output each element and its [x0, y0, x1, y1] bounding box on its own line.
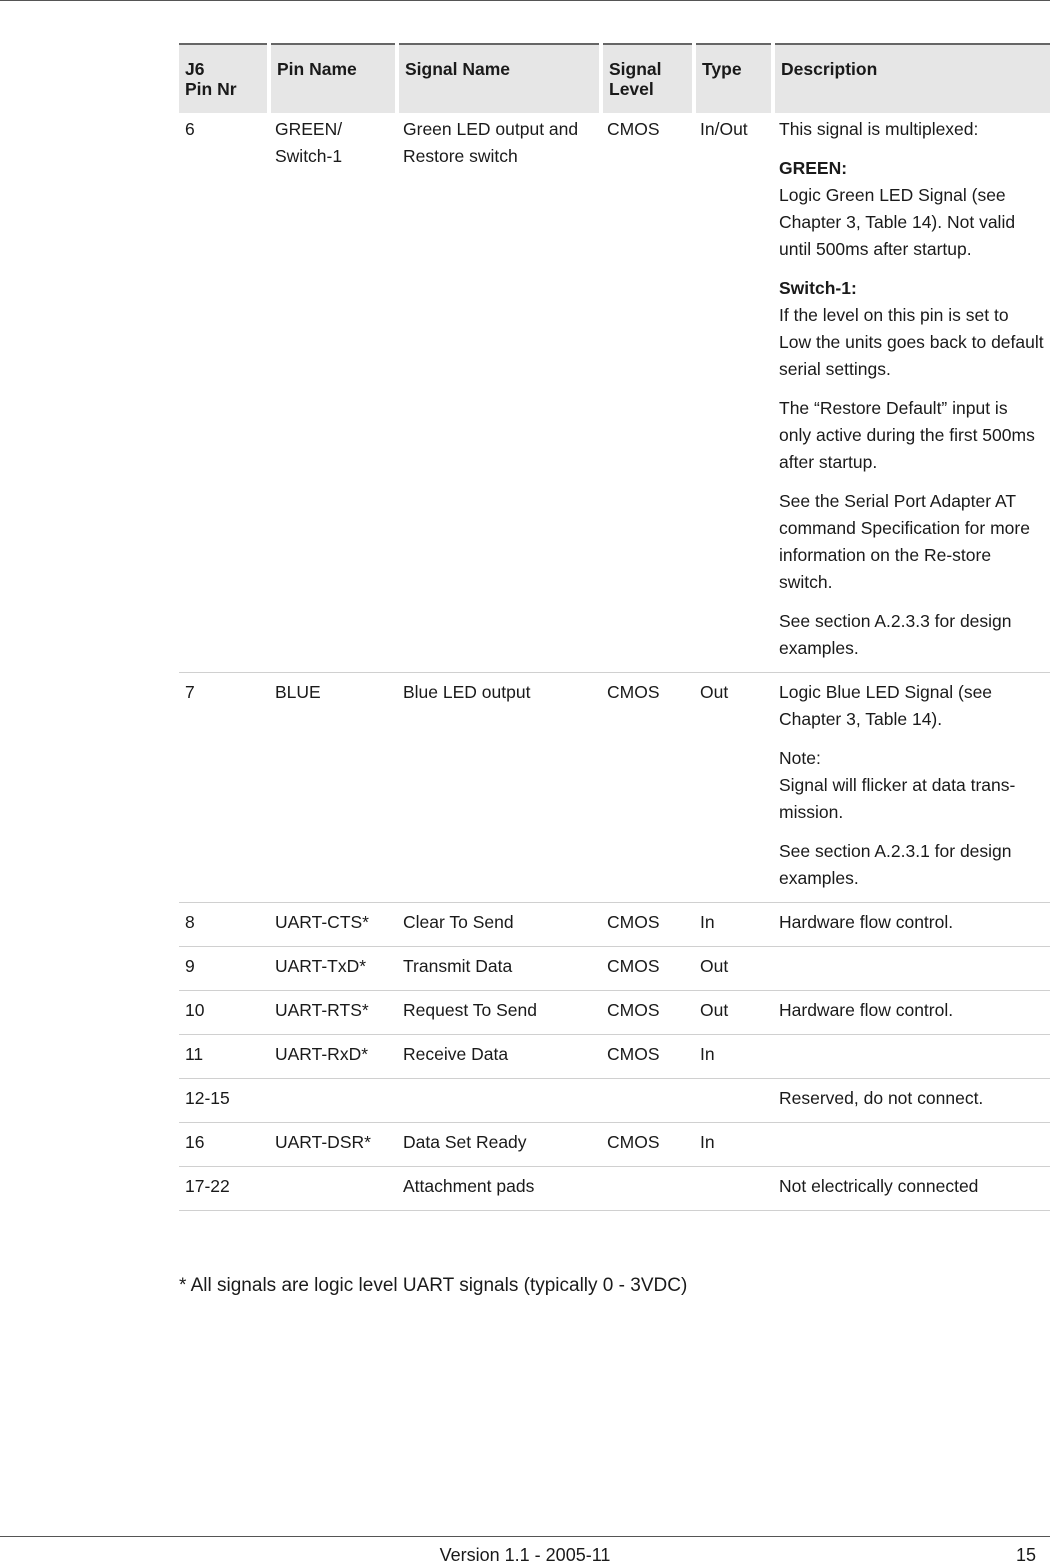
description [773, 1035, 1050, 1079]
signal-name: Request To Send [397, 991, 601, 1035]
pin-name: UART-CTS* [269, 903, 397, 947]
pin-number: 12-15 [179, 1079, 269, 1123]
pin-name [269, 1167, 397, 1211]
description-paragraph: Logic Blue LED Signal (see Chapter 3, Table 14). [779, 682, 993, 729]
header-pin-name: Pin Name [269, 44, 397, 113]
pin-name-line: GREEN/ [275, 119, 343, 139]
signal-level [601, 1167, 694, 1211]
signal-type: Out [694, 991, 773, 1035]
pin-name: UART-RTS* [269, 991, 397, 1035]
pin-name: UART-DSR* [269, 1123, 397, 1167]
page-number: 15 [1015, 1545, 1036, 1565]
table-row [179, 1079, 1050, 1123]
description [773, 113, 1050, 673]
pin-number: 17-22 [179, 1167, 269, 1211]
signal-type: In [694, 1035, 773, 1079]
header-signal-level-line1: Signal [609, 59, 662, 79]
signal-type: In [694, 1123, 773, 1167]
pin-number: 10 [179, 991, 269, 1035]
pin-number: 16 [179, 1123, 269, 1167]
description-heading: GREEN: [779, 158, 848, 178]
header-pin-nr [179, 44, 269, 113]
description [773, 673, 1050, 903]
description-paragraph [779, 275, 1044, 383]
header-signal-name: Signal Name [397, 44, 601, 113]
footer-rule [0, 1536, 1050, 1537]
table-row [179, 1035, 1050, 1079]
header-signal-level [601, 44, 694, 113]
table-row [179, 903, 1050, 947]
signal-name-line: Restore switch [403, 146, 518, 166]
footer-version: Version 1.1 - 2005-11 [439, 1545, 611, 1565]
pin-number: 8 [179, 903, 269, 947]
pin-number: 9 [179, 947, 269, 991]
signal-name: Transmit Data [397, 947, 601, 991]
table-row [179, 1123, 1050, 1167]
pin-name: UART-RxD* [269, 1035, 397, 1079]
signal-type: Out [694, 947, 773, 991]
description-heading: Note: [779, 748, 821, 768]
signal-type: In/Out [700, 119, 748, 139]
pin-name: BLUE [269, 673, 397, 903]
pin-name [269, 113, 397, 673]
top-rule [0, 0, 1050, 1]
description-paragraph: See section A.2.3.3 for design examples. [779, 611, 1012, 658]
description: Not electrically connected [773, 1167, 1050, 1211]
pin-number: 11 [179, 1035, 269, 1079]
signal-level: CMOS [601, 903, 694, 947]
signal-level: CMOS [601, 673, 694, 903]
description-paragraph [779, 745, 1044, 826]
signal-name [397, 1079, 601, 1123]
description: Hardware flow control. [773, 991, 1050, 1035]
description-text: Signal will flicker at data trans-mission. [779, 775, 1016, 822]
description-text: Logic Green LED Signal (see Chapter 3, Table 14). Not valid until 500ms after startup. [779, 185, 1016, 259]
header-description: Description [773, 44, 1050, 113]
pin-name: UART-TxD* [269, 947, 397, 991]
pin-name-line: Switch-1 [275, 146, 343, 166]
header-signal-level-line2: Level [609, 79, 654, 99]
signal-level: CMOS [601, 1035, 694, 1079]
description-paragraph: See the Serial Port Adapter AT command Specification for more information on the Re-store switch. [779, 491, 1030, 592]
signal-level: CMOS [601, 991, 694, 1035]
signal-type [694, 1079, 773, 1123]
signal-level: CMOS [601, 947, 694, 991]
description-paragraph: This signal is multiplexed: [779, 119, 979, 139]
header-type: Type [694, 44, 773, 113]
description [773, 947, 1050, 991]
pin-number: 7 [179, 673, 269, 903]
table-row [179, 673, 1050, 903]
signal-level [601, 1079, 694, 1123]
signal-type: Out [694, 673, 773, 903]
signal-name: Clear To Send [397, 903, 601, 947]
pin-number: 6 [185, 119, 195, 139]
description-paragraph: The “Restore Default” input is only active during the first 500ms after startup. [779, 398, 1035, 472]
description-text: If the level on this pin is set to Low the units goes back to default serial settings. [779, 305, 1044, 379]
pin-assignment-table [179, 43, 1050, 1211]
signal-name: Blue LED output [397, 673, 601, 903]
table-row [179, 1167, 1050, 1211]
table-footnote: * All signals are logic level UART signals (typically 0 - 3VDC) [179, 1275, 688, 1296]
table-row [179, 113, 1050, 673]
pin-name [269, 1079, 397, 1123]
description: Reserved, do not connect. [773, 1079, 1050, 1123]
description-heading: Switch-1: [779, 278, 857, 298]
signal-name: Receive Data [397, 1035, 601, 1079]
table-row [179, 991, 1050, 1035]
signal-name-line: Green LED output and [403, 119, 579, 139]
signal-type [694, 1167, 773, 1211]
table-row [179, 947, 1050, 991]
description-paragraph [779, 155, 1044, 263]
signal-name: Attachment pads [397, 1167, 601, 1211]
signal-level: CMOS [601, 1123, 694, 1167]
header-pin-nr-line1: J6 [185, 59, 205, 79]
signal-type: In [694, 903, 773, 947]
header-pin-nr-line2: Pin Nr [185, 79, 237, 99]
signal-name [397, 113, 601, 673]
description: Hardware flow control. [773, 903, 1050, 947]
table-header-row [179, 44, 1050, 113]
description-paragraph: See section A.2.3.1 for design examples. [779, 841, 1012, 888]
description [773, 1123, 1050, 1167]
signal-name: Data Set Ready [397, 1123, 601, 1167]
signal-level: CMOS [607, 119, 660, 139]
